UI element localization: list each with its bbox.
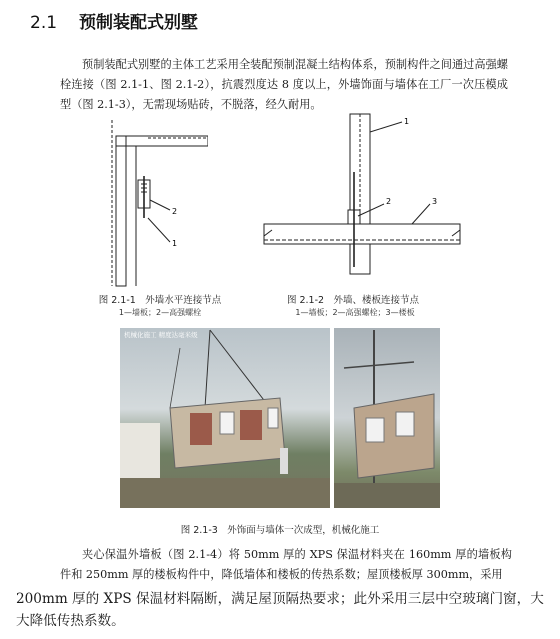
- section-heading: [30, 8, 198, 33]
- wall-panel-lower: [350, 244, 370, 274]
- callout-2: 2: [172, 207, 178, 216]
- figure2-caption: 图 2.1-2 外墙、楼板连接节点: [286, 295, 420, 306]
- callout-1: 1: [404, 117, 410, 126]
- figure2-legend: 1—墙板；2—高强螺栓；3—楼板: [295, 308, 415, 317]
- section-title: 预制装配式别墅: [79, 13, 199, 33]
- paragraph-2-part-2: 200mm 厚的 XPS 保温材料隔断，满足屋顶隔热要求；此外采用三层中空玻璃门窗，大大降低传热系数。: [16, 591, 544, 629]
- callout-2: 2: [386, 197, 392, 206]
- wall-panel-left: [116, 136, 126, 286]
- photo-crane-installation-left: [120, 328, 330, 508]
- callout-1: 1: [172, 239, 178, 248]
- paragraph-2-part-1: 夹心保温外墙板（图 2.1-4）将 50mm 厚的 XPS 保温材料夹在 160mm 厚的墙板构件和 250mm 厚的楼板构件中，降低墙体和楼板的传热系数；屋顶楼板厚 300mm，采用: [60, 548, 512, 581]
- section-number: 2.1: [30, 13, 58, 33]
- intro-paragraph: 预制装配式别墅的主体工艺采用全装配预制混凝土结构体系，预制构件之间通过高强螺栓连接（图 2.1-1、图 2.1-2），抗震烈度达 8 度以上，外墙饰面与墙体在工厂一次压模成型（图 2.1-3），无需现场贴砖，不脱落，经久耐用。: [60, 58, 508, 111]
- floor-slab: [264, 224, 460, 244]
- figure-wall-horizontal-joint: [108, 118, 208, 288]
- photo-label: 机械化施工 精度达毫米级: [124, 331, 198, 339]
- photo-crane-installation-right: [334, 328, 440, 508]
- callout-3: 3: [432, 197, 438, 206]
- figure3-caption: 图 2.1-3 外饰面与墙体一次成型，机械化施工: [180, 525, 380, 536]
- figure-wall-slab-joint: [262, 112, 462, 277]
- figure1-caption: 图 2.1-1 外墙水平连接节点: [98, 295, 222, 306]
- figure1-legend: 1—墙板；2—高强螺栓: [118, 308, 202, 317]
